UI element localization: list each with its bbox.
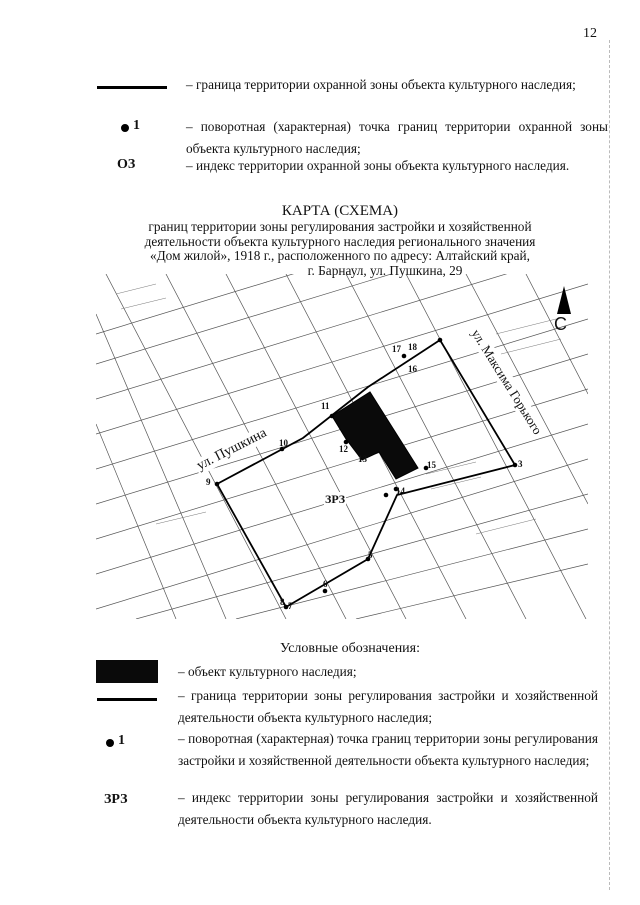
zone-boundary-polygon [217,340,515,607]
map-subtitle-line-4: г. Барнаул, ул. Пушкина, 29 [307,262,463,278]
legend-bottom-title: Условные обозначения: [279,641,421,656]
page-number: 12 [583,26,597,41]
legend-bottom-1-text: – объект культурного наследия; [178,664,357,679]
north-label: С [554,314,567,334]
turning-point-dot-icon [121,124,129,132]
point-label-7: 7 [288,601,293,611]
legend-bottom-2-text: – граница территории зоны регулирования застройки и хозяйственной деятельности объекта культурного наследия; [178,688,598,725]
point-label-11: 11 [321,401,330,411]
map-subtitle [100,220,580,278]
turning-points [215,338,518,610]
street-label-pushkina: ул. Пушкина [193,425,272,476]
boundary-line-symbol [97,86,167,89]
point-label-9: 9 [206,477,211,487]
map-subtitle-line-2: деятельности объекта культурного наследия регионального значения [144,233,536,249]
zone-index-label: ЗРЗ [325,492,346,506]
map-subtitle-line-3: «Дом жилой», 1918 г., расположенного по адресу: Алтайский край, [149,248,531,263]
point-label-8: 8 [280,597,285,607]
point-label-15: 15 [427,460,436,470]
point-label-17: 17 [392,344,401,354]
heritage-object-symbol [96,660,158,683]
point-label-5: 5 [368,550,373,560]
legend-bottom-3-symbol: 1 [118,733,125,748]
point-label-18: 18 [408,342,417,352]
legend-bottom-4-symbol: ЗРЗ [104,792,128,807]
cadastral-map [96,274,588,619]
point-label-13: 13 [358,454,367,464]
point-label-12: 12 [339,444,348,454]
point-label-10: 10 [279,438,288,448]
point-label-6: 6 [323,579,328,589]
legend-top-2-symbol: 1 [133,118,140,133]
legend-top-2-text: – поворотная (характерная) точка границ территории охранной зоны объекта культурного наследия; [186,119,608,156]
zone-boundary-line-symbol [97,698,157,701]
point-label-14: 14 [396,486,405,496]
legend-top-3-text: – индекс территории охранной зоны объекта культурного наследия. [186,158,570,173]
zone-turning-point-dot-icon [106,739,114,747]
point-label-16: 16 [408,364,417,374]
point-label-3: 3 [518,459,523,469]
map-heading: КАРТА (СХЕМА) [281,203,399,219]
legend-top-3-symbol: ОЗ [117,157,136,172]
map-subtitle-line-1: границ территории зоны регулирования застройки и хозяйственной [148,219,532,234]
street-label-gorkogo: ул. Максима Горького [467,325,547,440]
legend-bottom-3-text: – поворотная (характерная) точка границ территории зоны регулирования застройки и хозяйственной деятельности объекта культурного наследия; [178,731,598,768]
legend-top-1-text: – граница территории охранной зоны объекта культурного наследия; [186,77,576,92]
legend-bottom-4-text: – индекс территории зоны регулирования застройки и хозяйственной деятельности объекта культурного наследия. [178,790,598,827]
north-arrow-icon [557,286,571,314]
scan-edge-line [609,40,610,890]
